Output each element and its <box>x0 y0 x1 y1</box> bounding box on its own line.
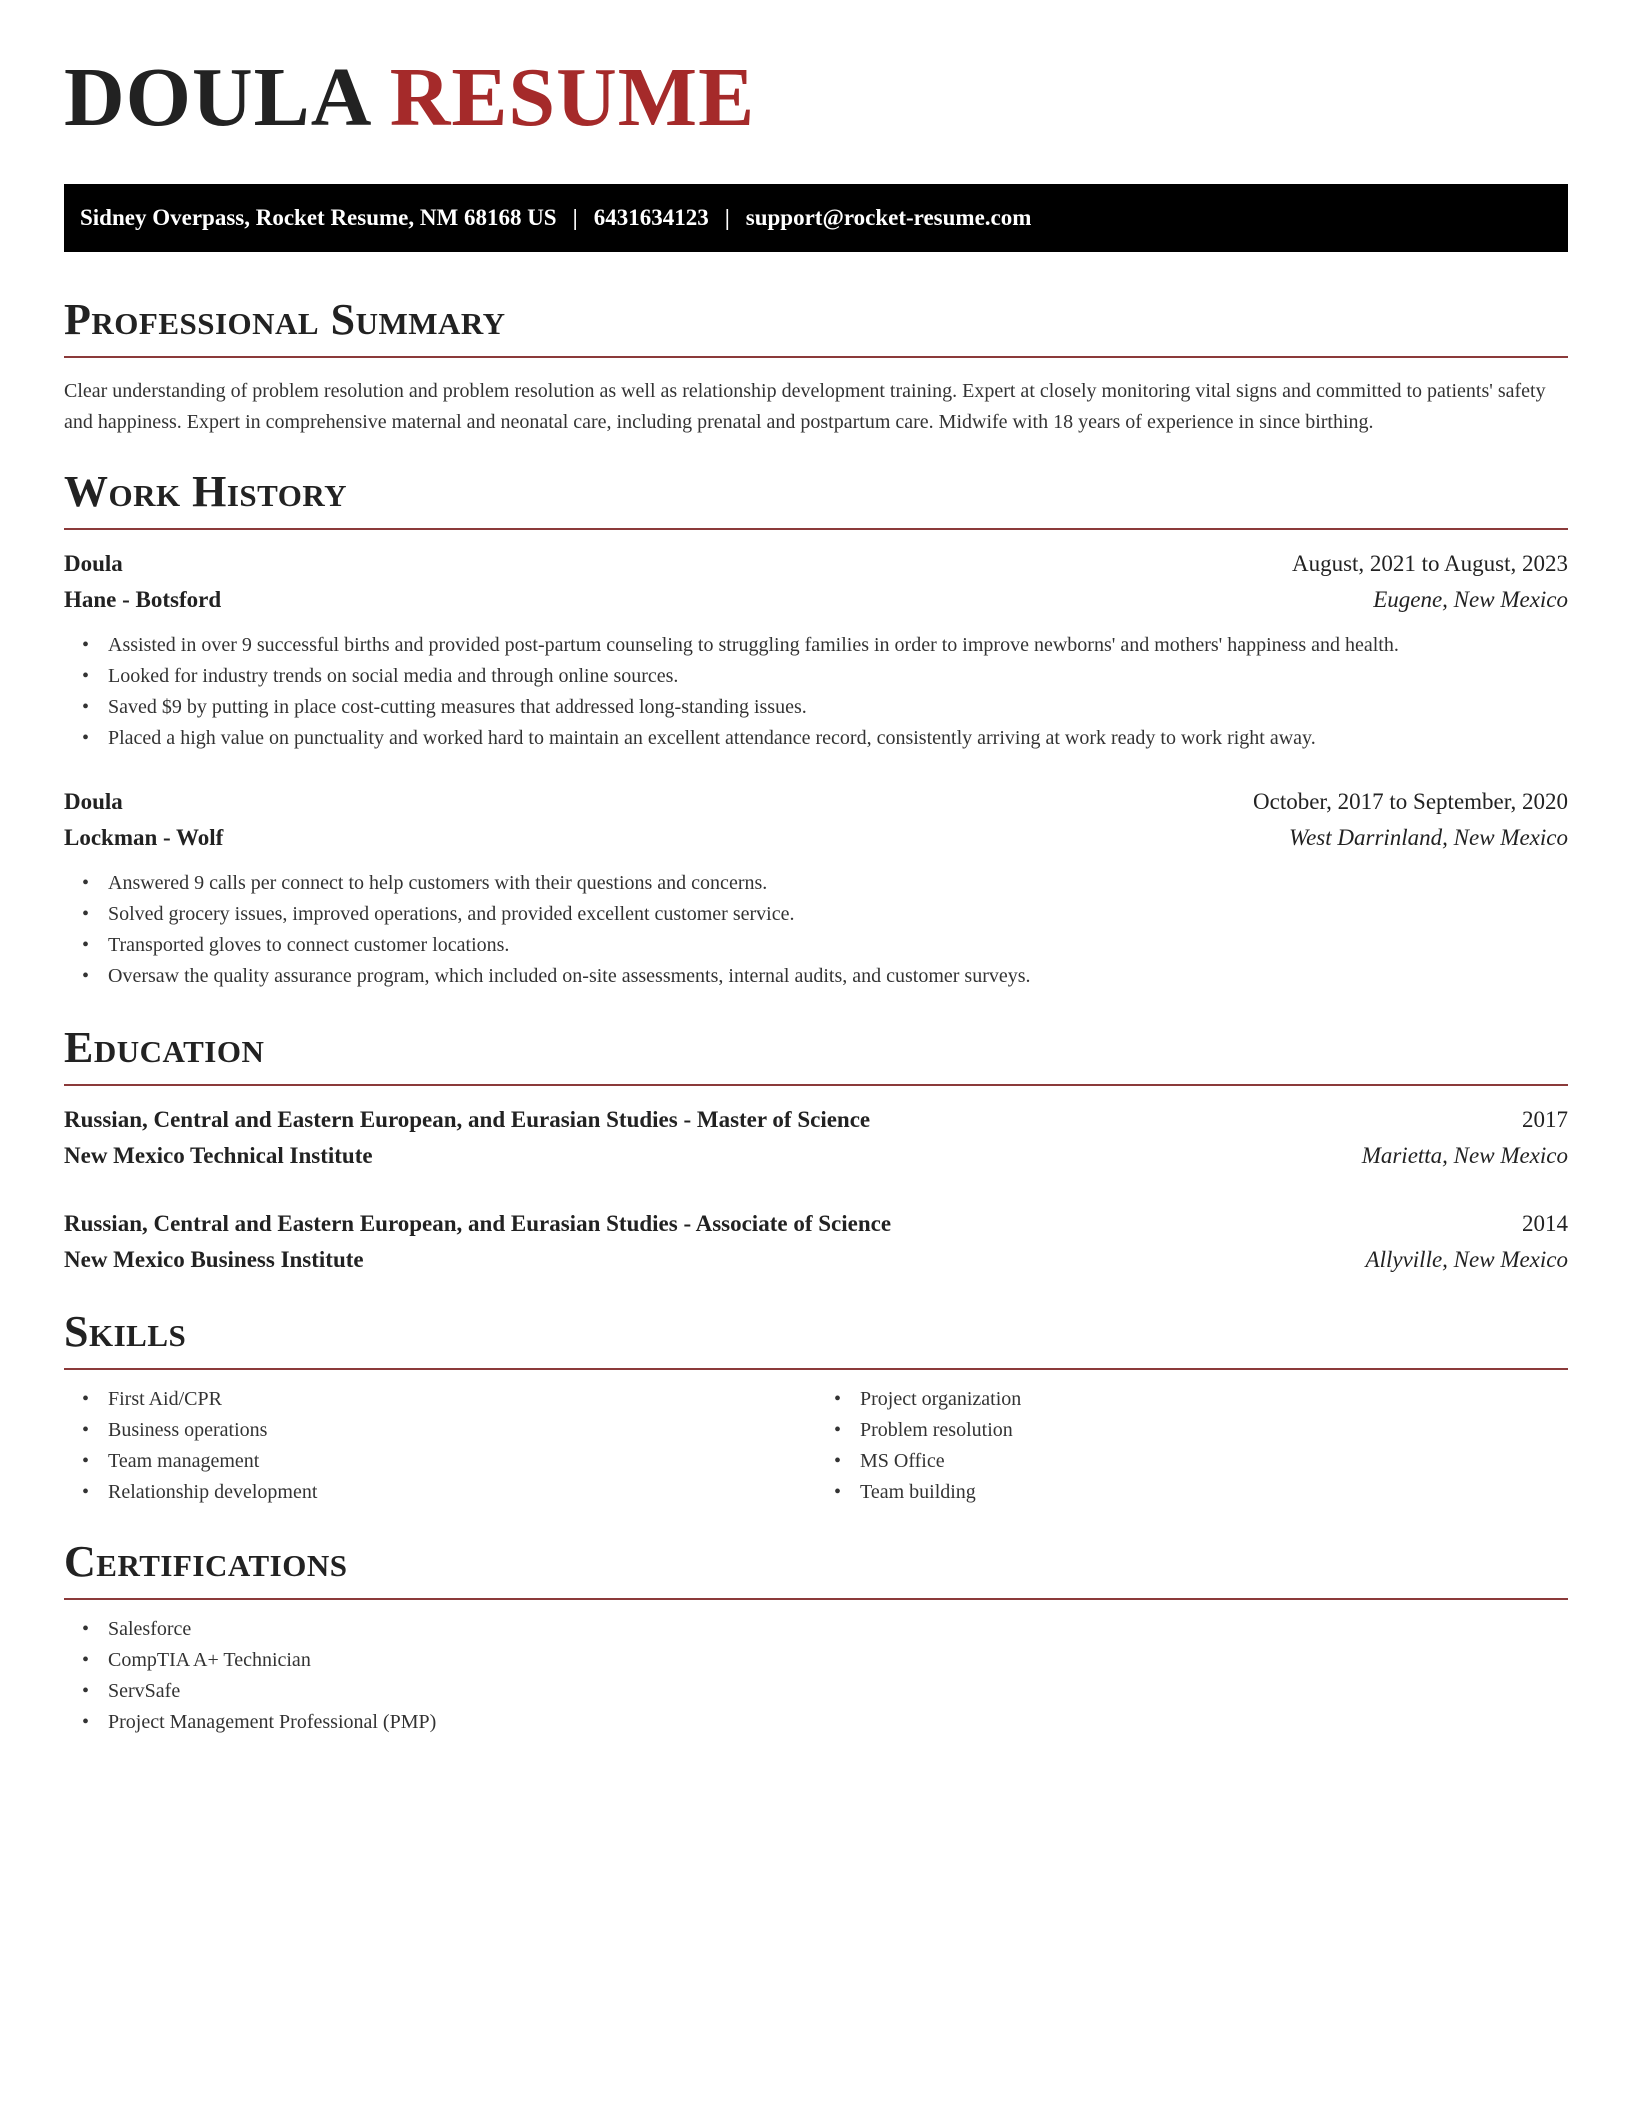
work-history-section <box>64 467 1568 992</box>
education-header <box>64 1206 1568 1242</box>
job-location: Eugene, New Mexico <box>1373 587 1568 612</box>
job-role: Doula <box>64 789 123 814</box>
job-location: West Darrinland, New Mexico <box>1289 825 1568 850</box>
education-subheader <box>64 1138 1568 1174</box>
work-history-heading: Work History <box>64 470 1568 530</box>
contact-email: support@rocket-resume.com <box>745 205 1032 230</box>
education-school: New Mexico Business Institute <box>64 1247 364 1272</box>
certifications-section <box>64 1537 1568 1738</box>
job-header <box>64 784 1568 820</box>
list-item: • Answered 9 calls per connect to help customers with their questions and concerns. <box>108 868 1568 899</box>
education-subheader <box>64 1242 1568 1278</box>
job-subheader <box>64 820 1568 856</box>
resume-title-second: RESUME <box>389 51 756 144</box>
list-item: • Saved $9 by putting in place cost-cutting measures that addressed long-standing issues. <box>108 692 1568 723</box>
job-company: Hane - Botsford <box>64 587 222 612</box>
list-item: • Problem resolution <box>860 1415 1568 1446</box>
education-degree: Russian, Central and Eastern European, and Eurasian Studies - Associate of Science <box>64 1211 892 1236</box>
contact-address: Sidney Overpass, Rocket Resume, NM 68168 US <box>80 205 557 230</box>
list-item: • Relationship development <box>108 1477 816 1508</box>
summary-section <box>64 295 1568 438</box>
job-bullets <box>64 630 1568 754</box>
list-item: • Assisted in over 9 successful births and provided post-partum counseling to struggling families in order to improve newborns' and mothers' happiness and health. <box>108 630 1568 661</box>
education-heading: Education <box>64 1026 1568 1086</box>
skills-section <box>64 1307 1568 1508</box>
education-location: Allyville, New Mexico <box>1365 1247 1568 1272</box>
education-year: 2017 <box>1522 1107 1568 1132</box>
resume-title-first: DOULA <box>64 51 368 144</box>
education-entry <box>64 1206 1568 1278</box>
education-school: New Mexico Technical Institute <box>64 1143 373 1168</box>
job-bullets <box>64 868 1568 992</box>
contact-phone: 6431634123 <box>593 205 709 230</box>
certifications-list <box>64 1614 1568 1738</box>
list-item: • CompTIA A+ Technician <box>108 1645 1568 1676</box>
summary-heading: Professional Summary <box>64 298 1568 358</box>
list-item: • Team building <box>860 1477 1568 1508</box>
education-section <box>64 1023 1568 1278</box>
list-item: • Looked for industry trends on social media and through online sources. <box>108 661 1568 692</box>
list-item: • Oversaw the quality assurance program, which included on-site assessments, internal audits, and customer surveys. <box>108 961 1568 992</box>
skills-list-right <box>816 1384 1568 1508</box>
certifications-heading: Certifications <box>64 1540 1568 1600</box>
list-item: • Placed a high value on punctuality and worked hard to maintain an excellent attendance record, consistently arriving at work ready to work right away. <box>108 723 1568 754</box>
list-item: • Solved grocery issues, improved operations, and provided excellent customer service. <box>108 899 1568 930</box>
education-location: Marietta, New Mexico <box>1361 1143 1568 1168</box>
list-item: • First Aid/CPR <box>108 1384 816 1415</box>
job-company: Lockman - Wolf <box>64 825 224 850</box>
skills-grid <box>64 1384 1568 1508</box>
contact-separator: | <box>724 205 730 230</box>
education-year: 2014 <box>1522 1211 1568 1236</box>
job-header <box>64 546 1568 582</box>
job-subheader <box>64 582 1568 618</box>
list-item: • Salesforce <box>108 1614 1568 1645</box>
job-entry <box>64 546 1568 754</box>
list-item: • Transported gloves to connect customer locations. <box>108 930 1568 961</box>
resume-title <box>64 51 1568 144</box>
job-dates: October, 2017 to September, 2020 <box>1253 789 1568 814</box>
education-header <box>64 1102 1568 1138</box>
list-item: • Team management <box>108 1446 816 1477</box>
job-dates: August, 2021 to August, 2023 <box>1291 551 1568 576</box>
skills-list-left <box>64 1384 816 1508</box>
list-item: • ServSafe <box>108 1676 1568 1707</box>
contact-bar <box>64 184 1568 252</box>
contact-separator: | <box>572 205 578 230</box>
list-item: • MS Office <box>860 1446 1568 1477</box>
list-item: • Business operations <box>108 1415 816 1446</box>
job-role: Doula <box>64 551 123 576</box>
education-entry <box>64 1102 1568 1174</box>
list-item: • Project Management Professional (PMP) <box>108 1707 1568 1738</box>
job-entry <box>64 784 1568 992</box>
list-item: • Project organization <box>860 1384 1568 1415</box>
education-degree: Russian, Central and Eastern European, and Eurasian Studies - Master of Science <box>64 1107 871 1132</box>
skills-heading: Skills <box>64 1310 1568 1370</box>
summary-text: Clear understanding of problem resolution and problem resolution as well as relationship development training. Expert at closely monitoring vital signs and committed to patients' safety and happiness. Expert in comprehensive maternal and neonatal care, including prenatal and postpartum care. Midwife with 18 years of experience in since birthing. <box>64 380 1546 433</box>
